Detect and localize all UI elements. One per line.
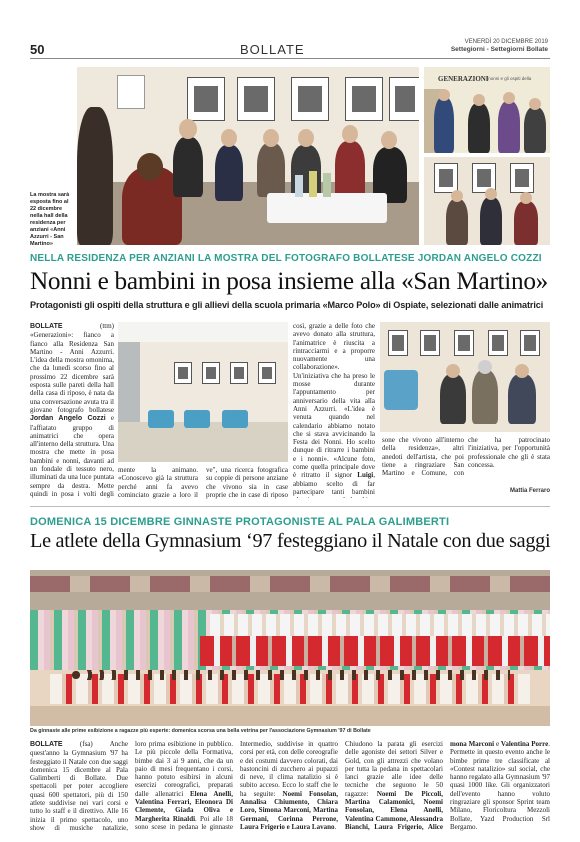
article2-column-1 — [30, 740, 128, 832]
article1-column-6: che ha patrocinato l'iniziativa, per l'opportunità professionale che gli è stata concessa. — [468, 436, 550, 469]
article2-kicker: DOMENICA 15 DICEMBRE GINNASTE PROTAGONISTE AL PALA GALIMBERTI — [30, 516, 450, 528]
article1-column-5: sone che vivono all'interno della residenza», altri anedoti dell'artista, che poi tiene a ringraziare San Martino e Comune, con — [382, 436, 464, 478]
header-rule — [30, 58, 550, 59]
edition-line: Settegiorni - Settegiorni Bollate — [450, 46, 548, 53]
article-divider — [30, 506, 550, 507]
article2-coaches-agoniste: Noemi De Piccoli, Martina Calamonici, Noemi Fonsolan, Elena Anelli, Valentina Cammone, Alessandra Bianchi, Laura Frigerio, Alice — [345, 789, 443, 831]
article1-col1-text2: e l'affiatato gruppo di animatrici che opera all'interno della struttura. Una mostra che mette in posa bambini e nonni, davanti ad un fondale di tessuto nero, illuminati da una luce puntata sempre da destra. Mette quindi in posa i volti degli — [30, 414, 114, 498]
article1-col1-text: «Generazioni»: fianco a fianco alla Residenza San Martino - Anni Azzurri. L'idea della mostra omonima, che da lunedì scorso fino al prossimo 22 dicembre sarà esposta sulle pareti della hall della casa di riposo, è nata da una conversazione avuta tra il giovane fotografo bollatese — [30, 331, 114, 414]
article1-byline: Mattia Ferraro — [509, 488, 550, 494]
exhibition-sign-photo — [424, 67, 550, 153]
article2-column-4 — [345, 740, 443, 832]
article1-column-1 — [30, 322, 114, 498]
article2-coaches-intermedio: Noemi Fonsolan, Annalisa Chiumento, Chiara Loro, Simona Marconi, Martina Germani, Corinna Perrone, Laura Frigerio e Laura Lavano — [240, 789, 338, 831]
article2-col1-text: Anche quest'anno la Gymnasium '97 ha festeggiato il Natale con due saggi domenica 15 dicembre al Pala Galimberti di Bollate. Due spettacoli per poter accogliere quasi 600 spettatori, più di 150 atlete suddivise nei vari corsi e tutto lo staff e il direttivo. Alle 16 inizia il primo spettacolo, uno show di musiche natalizie, — [30, 740, 128, 832]
article2-coach-name-b: Valentina Porre — [500, 740, 549, 748]
article1-column-3: ve", una ricerca fotografica su coppie di persone anziane che vivono sia in case proprie che in case di riposo — [206, 466, 288, 499]
article2-dateline-sub: (fsa) — [79, 740, 93, 748]
article2-col5-and: e — [495, 740, 500, 748]
article2-col5-text: . Permette in questo evento anche le bimbe prime tre classificate al «Contest natalizio» sul social, che hanno regalato alla Gymnasium '97 quasi 1000 like. Gli organizzatori dell'evento hanno voluto ringraziare gli sponsor Sprint team Milano, Floricoltura Mezzoli Bollate, Yazd Production Srl Bergamo. — [450, 740, 550, 831]
hall-interior-photo — [118, 322, 288, 462]
section-title: BOLLATE — [240, 42, 305, 57]
article1-dateline: BOLLATE — [30, 323, 63, 330]
article2-headline: Le atlete della Gymnasium ‘97 festeggiano il Natale con due saggi — [30, 530, 551, 552]
date-block — [451, 38, 548, 54]
article2-column-5 — [450, 740, 550, 832]
article2-dateline: BOLLATE — [30, 741, 63, 748]
article2-coaches-formativa: Elena Anelli, Valentina Ferrari, Eleonora Di Clemente, Giada Oliva e Margherita Rinaldi — [135, 789, 233, 823]
article1-column-4 — [293, 322, 375, 498]
article2-col2-text2: . Poi alle 18 sono scese in pedana le ginnaste — [135, 814, 233, 831]
article1-subhead: Protagonisti gli ospiti della struttura e gli allievi della scuola primaria «Marco Polo» di Ospiate, selezionati dalle animatrici — [30, 300, 544, 310]
article2-column-3: Intermedio, suddivise in quattro corsi per età, con delle coreografie e dei costumi davvero colorati, dai bastoncini di zucchero ai pupazzi di neve, il clima natalizio si è subito acceso. Ecco lo staff che le ha seguite: Noemi Fonsolan, Annalisa Chiumento, Chiara Loro, Simona Marconi, Martina Germani, Corinna Perrone, Laura Frigerio e Laura Lavano. — [240, 740, 338, 831]
article1-dateline-sub: (ttm) — [100, 322, 114, 330]
seniors-portraits-photo — [380, 322, 550, 432]
article2-col4-text: Chiudono la parata gli esercizi delle agoniste dei settori Silver e Gold, con gli attrezzi che volano per tutta la pedana in spettacolari lanci grazie alle idee delle tecniche che seguono le 50 ragazze: — [345, 740, 443, 798]
article1-headline: Nonni e bambini in posa insieme alla «San Martino» — [30, 267, 548, 295]
article1-col4-text2: , abbiamo scelto di far partecipare tanti bambini — [293, 471, 375, 496]
exhibition-sign-sub: i nonni e gli ospiti della — [486, 76, 532, 81]
exhibition-sign: GENERAZIONI — [438, 75, 489, 83]
article2-col3-text: Intermedio, suddivise in quattro corsi per età, con delle coreografie e dei costumi davvero colorati, dai bastoncini di zucchero ai pupazzi di neve, il clima natalizio si è subito acceso. Ecco lo staff che le ha seguite: — [240, 740, 338, 798]
article2-column-2 — [135, 740, 233, 832]
article2-photo-caption: Da ginnaste alle prime esibizione a ragazze più esperte: domenica scorsa una bella vetrina per l'associazione Gymnasium '97 di Bollate — [30, 728, 371, 734]
article2-coach-name-a: mona Marconi — [450, 740, 495, 748]
article1-col4-text: così, grazie a delle foto che avevo donato alla struttura, l'animatrice è riuscita a rintracciarmi e a proporre nuovamente una collaborazione». Un'iniziativa che ha preso le mosse durante l'appuntamento per anniversario della vita alla Anni Azzurri. «L'idea è venuta quando nel calendario abbiamo notato che si stava avvicinando la Festa dei Nonni. Ho scelto dunque di ritrarre i bambini e i nonni». «Alcune foto, come quella principale dove è ritratto il signor — [293, 322, 375, 480]
main-exhibition-photo — [77, 67, 419, 245]
side-photo-caption: La mostra sarà esposta fino al 22 dicembre nella hall della residenza per anziani «Anni Azzurri - San Martino» — [30, 192, 70, 247]
article1-subject-name: Luigi — [357, 471, 374, 480]
article2-col2-text: loro prima esibizione in pubblico. Le più piccole della Formativa, bimbe dai 3 ai 9 anni, che da un paio di mesi frequentano i corsi, hanno potuto esibirsi in alcuni esercizi coreografici, preparati dalle allenatrici — [135, 740, 233, 798]
page-number: 50 — [30, 42, 45, 57]
gymnasts-group-photo — [30, 570, 550, 726]
date-line: VENERDÌ 20 DICEMBRE 2019 — [464, 39, 548, 45]
visitors-photo — [424, 157, 550, 245]
article1-kicker: NELLA RESIDENZA PER ANZIANI LA MOSTRA DEL FOTOGRAFO BOLLATESE JORDAN ANGELO COZZI — [30, 253, 542, 264]
article1-photographer-name: Jordan Angelo Cozzi — [30, 415, 106, 423]
article1-column-2: mente la animano. «Conoscevo già la struttura perché anni fa avevo cominciato grazie a loro il — [118, 466, 198, 499]
